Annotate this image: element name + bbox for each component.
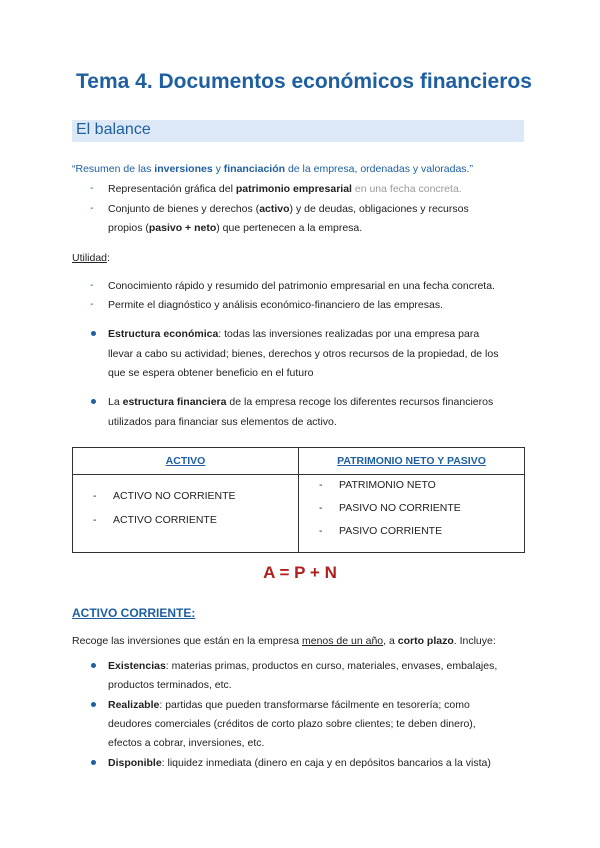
- bullet-dot: [91, 760, 96, 765]
- estructura-economica-line2: llevar a cabo su actividad; bienes, derechos y otros recursos de la propiedad, de los: [108, 348, 499, 360]
- patrimonio-pasivo-cell: [299, 475, 525, 553]
- bullet-dot: [91, 331, 96, 336]
- pasivo-no-corriente-item: PASIVO NO CORRIENTE: [339, 502, 461, 514]
- balance-table: [72, 447, 525, 553]
- activo-cell: [73, 475, 299, 553]
- section-heading-band: [72, 120, 524, 142]
- dash-bullet: -: [93, 514, 97, 526]
- patrimonio-neto-item: PATRIMONIO NETO: [339, 479, 436, 491]
- dash-bullet: -: [319, 479, 323, 491]
- realizable-line1: Realizable: partidas que pueden transformarse fácilmente en tesorería; como: [108, 699, 470, 711]
- balance-formula: A = P + N: [263, 563, 337, 582]
- dash-bullet: -: [93, 490, 97, 502]
- utilidad-item-1: Conocimiento rápido y resumido del patrimonio empresarial en una fecha concreta.: [108, 280, 495, 292]
- dash-bullet: -: [319, 502, 323, 514]
- activo-item-corriente: ACTIVO CORRIENTE: [113, 514, 217, 526]
- dash-bullet: -: [90, 298, 94, 310]
- patrimonio-pasivo-header: PATRIMONIO NETO Y PASIVO: [299, 448, 525, 475]
- estructura-financiera-line1: La estructura financiera de la empresa recoge los diferentes recursos financieros: [108, 396, 494, 408]
- dash-bullet: -: [90, 279, 94, 291]
- realizable-line3: efectos a cobrar, inversiones, etc.: [108, 737, 265, 749]
- bullet-dot: [91, 399, 96, 404]
- intro-item-1: Representación gráfica del patrimonio empresarial en una fecha concreta.: [108, 183, 462, 195]
- dash-bullet: -: [90, 202, 94, 214]
- existencias-line2: productos terminados, etc.: [108, 679, 232, 691]
- bullet-dot: [91, 663, 96, 668]
- activo-corriente-intro: Recoge las inversiones que están en la empresa menos de un año, a corto plazo. Incluye:: [72, 635, 496, 647]
- activo-corriente-heading: ACTIVO CORRIENTE:: [72, 606, 196, 620]
- estructura-financiera-line2: utilizados para financiar sus elementos de activo.: [108, 416, 337, 428]
- existencias-line1: Existencias: materias primas, productos en curso, materiales, envases, embalajes,: [108, 660, 498, 672]
- page-title: Tema 4. Documentos económicos financieros: [76, 70, 532, 93]
- intro-item-2-line2: propios (pasivo + neto) que pertenecen a la empresa.: [108, 222, 363, 234]
- dash-bullet: -: [319, 525, 323, 537]
- section-heading: El balance: [76, 121, 151, 138]
- estructura-economica-line3: que se espera obtener beneficio en el futuro: [108, 367, 314, 379]
- estructura-economica-line1: Estructura económica: todas las inversiones realizadas por una empresa para: [108, 328, 480, 340]
- definition-quote: “Resumen de las inversiones y financiación de la empresa, ordenadas y valoradas.”: [72, 163, 473, 175]
- activo-header: ACTIVO: [73, 448, 299, 475]
- utilidad-label: Utilidad:: [72, 252, 110, 264]
- realizable-line2: deudores comerciales (créditos de corto plazo sobre clientes; te deben dinero),: [108, 718, 476, 730]
- disponible-line1: Disponible: liquidez inmediata (dinero en caja y en depósitos bancarios a la vista): [108, 757, 491, 769]
- utilidad-item-2: Permite el diagnóstico y análisis económico-financiero de las empresas.: [108, 299, 443, 311]
- dash-bullet: -: [90, 182, 94, 194]
- pasivo-corriente-item: PASIVO CORRIENTE: [339, 525, 443, 537]
- intro-item-2-line1: Conjunto de bienes y derechos (activo) y de deudas, obligaciones y recursos: [108, 203, 469, 215]
- bullet-dot: [91, 702, 96, 707]
- activo-item-no-corriente: ACTIVO NO CORRIENTE: [113, 490, 236, 502]
